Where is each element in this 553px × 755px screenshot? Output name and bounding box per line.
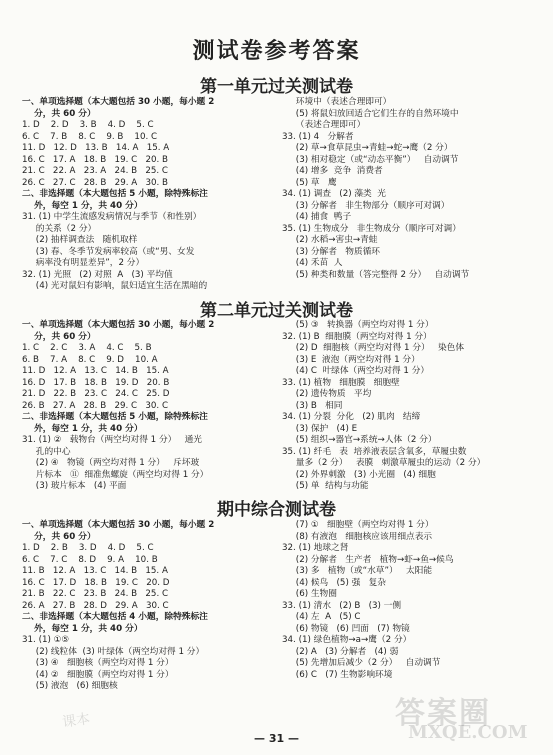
answer-line: (4) ② 细胞膜（两空均对得 1 分）	[22, 669, 174, 680]
unit2-left-column	[22, 320, 272, 493]
answer-line: (4) 增多 竞争 消费者	[282, 166, 383, 176]
answer-line: (4) C 叶绿体（两空均对得 1 分）	[282, 366, 430, 376]
answer-line: 16. C 17. A 18. B 19. C 20. B	[22, 154, 169, 165]
answer-line: 6. C 7. C 8. D 9. A 10. B	[22, 554, 158, 565]
answer-line: 16. D 17. B 18. B 19. D 20. B	[22, 377, 170, 388]
answer-line: (3) 玻片标本 (4) 平面	[22, 481, 127, 491]
answer-line: (8) 有液泡 细胞核应该用细点表示	[282, 531, 433, 542]
answer-line: 35. (1) 纤毛 表 培养液表层含氧多，草履虫数	[282, 446, 467, 457]
section-title-unit1: 第一单元过关测试卷	[200, 77, 353, 97]
answer-line: 31. (1) ①⑤	[22, 635, 70, 645]
watermark-logo: 答案圈	[395, 696, 491, 731]
answer-line: 34. (1) 绿色植物→a→鹰（2 分）	[282, 635, 412, 645]
answer-line: 35. (1) 生物成分 非生物成分（顺序可对调）	[282, 223, 461, 234]
answer-line: (3) B 相同	[282, 400, 343, 411]
answer-line: 26. A 27. B 28. D 29. A 30. C	[22, 600, 169, 611]
watermark-url: MXQE.COM	[408, 722, 528, 743]
answer-line: 分，共 60 分）	[22, 531, 96, 542]
answer-line: 34. (1) 分裂 分化 (2) 肌肉 结缔	[282, 412, 421, 422]
unit2-right-column	[282, 320, 542, 493]
answer-line: (2) 外界刺激 (3) 小光圈 (4) 细胞	[282, 469, 436, 480]
answer-line: 33. (1) 清水 (2) B (3) 一侧	[282, 600, 402, 611]
section-title-unit2: 第二单元过关测试卷	[200, 301, 353, 321]
answer-line: (2) ④ 物镜（两空均对得 1 分） 斥坏玻	[22, 458, 200, 468]
answer-line: (5) 组织→器官→系统→人体（2 分）	[282, 435, 437, 445]
answer-line: (5) 单 结构与功能	[282, 481, 369, 491]
answer-line: (3) 保护 (4) E	[282, 423, 358, 434]
answer-line: 分，共 60 分）	[22, 331, 96, 342]
answer-line: 1. C 2. C 3. A 4. C 5. B	[22, 343, 152, 353]
answer-line: (3) 多 植物（或“水草”） 太阳能	[282, 566, 433, 576]
answer-line: 32. (1) B 细胞膜（两空均对得 1 分）	[282, 331, 432, 342]
answer-line: (4) 候鸟 (5) 强 复杂	[282, 577, 386, 588]
answer-line: 一、单项选择题（本大题包括 30 小题，每小题 2	[22, 520, 215, 530]
answer-line: 的关系（2 分）	[22, 223, 97, 234]
answer-line: 6. B 7. A 8. C 9. D 10. A	[22, 354, 158, 365]
answer-line: 外，每空 1 分，共 40 分）	[22, 200, 143, 211]
answer-line: (2) 草→食草昆虫→青蛙→蛇→鹰（2 分）	[282, 143, 453, 153]
answer-line: (4) 捕食 鸭子	[282, 212, 352, 222]
answer-line: (7) ① 细胞壁（两空均对得 1 分）	[282, 520, 434, 530]
midterm-left-column	[22, 520, 272, 693]
answer-line: 外，每空 1 分，共 40 分）	[22, 423, 143, 434]
answer-line: 二、非选择题（本大题包括 5 小题，除特殊标注	[22, 189, 208, 199]
answer-line: 病率没有明显差异”，2 分）	[22, 258, 145, 268]
answer-line: 32. (1) 地球之肾	[282, 543, 349, 553]
answer-line: (6) C (7) 生物影响环境	[282, 669, 393, 680]
answer-line: 31. (1) 中学生流感发病情况与季节（和性别）	[22, 212, 202, 222]
answer-line: (2) 线粒体 (3) 叶绿体（两空均对得 1 分）	[22, 646, 205, 657]
answer-line: (2) 抽样调查法 随机取样	[22, 235, 138, 245]
answer-line: (2) 水稻→害虫→青蛙	[282, 235, 378, 245]
answer-line: (2) A (3) 分解者 (4) 弱	[282, 646, 399, 657]
answer-line: 1. D 2. D 3. B 4. D 5. C	[22, 120, 154, 130]
answer-line: 21. C 22. A 23. A 24. B 25. C	[22, 166, 169, 176]
answer-line: 26. C 27. C 28. B 29. A 30. B	[22, 177, 169, 188]
answer-line: 一、单项选择题（本大题包括 30 小题，每小题 2	[22, 97, 215, 107]
answer-line: 32. (1) 光照 (2) 对照 A (3) 平均值	[22, 269, 173, 280]
unit1-right-column	[282, 97, 542, 281]
answer-line: (5) 液泡 (6) 细胞核	[22, 681, 118, 691]
answer-line: 分，共 60 分）	[22, 108, 96, 119]
answer-line: (6) 生物圈	[282, 589, 337, 599]
answer-line: (5) 草 鹰	[282, 177, 337, 188]
midterm-right-column	[282, 520, 542, 681]
answer-line: 11. D 12. D 13. B 14. A 15. A	[22, 143, 170, 153]
answer-line: (3) 分解者 物质循环	[282, 246, 380, 257]
answer-line: 21. D 22. B 23. C 24. C 25. D	[22, 389, 170, 399]
answer-line: 外，每空 1 分，共 40 分）	[22, 623, 143, 634]
answer-line: (4) 左 A (5) C	[282, 612, 361, 622]
answer-line: 6. C 7. B 8. C 9. B 10. C	[22, 131, 158, 142]
answer-line: (5) 将鼠妇放回适合它们生存的自然环境中	[282, 108, 459, 119]
answer-line: (3) 春、冬季节发病率较高（或“男、女发	[22, 246, 195, 257]
answer-line: (2) D 细胞核（两空均对得 1 分） 染色体	[282, 343, 465, 353]
answer-line: (5) 先增加后减少（2 分） 自动调节	[282, 658, 441, 668]
answer-line: （表述合理即可）	[282, 120, 366, 130]
answer-line: (3) ④ 细胞核（两空均对得 1 分）	[22, 658, 174, 668]
answer-line: (5) ③ 转换器（两空均对得 1 分）	[282, 320, 434, 330]
answer-line: 一、单项选择题（本大题包括 30 小题，每小题 2	[22, 320, 215, 330]
answer-line: 环境中（表述合理即可）	[282, 97, 392, 107]
answer-line: 量多（2 分） 表膜 刺激草履虫的运动（2 分）	[282, 458, 486, 468]
unit1-left-column	[22, 97, 272, 293]
page-title: 测试卷参考答案	[192, 38, 361, 64]
answer-line: (4) 光对鼠妇有影响，鼠妇适宜生活在黑暗的	[22, 281, 208, 291]
answer-line: 31. (1) ② 载物台（两空均对得 1 分） 通光	[22, 435, 202, 445]
answer-line: 26. B 27. A 28. B 29. C 30. C	[22, 400, 169, 411]
answer-line: 11. D 12. A 13. C 14. B 15. A	[22, 366, 169, 376]
answer-line: 1. D 2. B 3. D 4. D 5. C	[22, 543, 154, 553]
answer-line: (2) 遗传物质 平均	[282, 389, 372, 399]
watermark-stamp: 课本	[61, 711, 92, 731]
answer-line: (6) 物镜 (6) 凹面 (7) 物镜	[282, 623, 410, 634]
page-number: — 31 —	[254, 732, 299, 745]
answer-line: (3) 分解者 非生物部分（顺序可对调）	[282, 200, 450, 211]
answer-line: 34. (1) 调查 (2) 藻类 光	[282, 189, 386, 199]
section-title-midterm: 期中综合测试卷	[217, 500, 336, 520]
answer-line: 11. B 12. A 13. C 14. B 15. A	[22, 566, 168, 576]
answer-line: 二、非选择题（本大题包括 4 小题，除特殊标注	[22, 612, 208, 622]
answer-line: 33. (1) 植物 细胞膜 细胞壁	[282, 377, 400, 388]
answer-line: (5) 种类和数量（答完整得 2 分） 自动调节	[282, 269, 470, 280]
answer-line: 33. (1) 4 分解者	[282, 131, 354, 142]
answer-line: 21. B 22. C 23. B 24. B 25. C	[22, 589, 169, 599]
answer-line: 孔的中心	[22, 446, 71, 457]
answer-line: 二、非选择题（本大题包括 5 小题，除特殊标注	[22, 412, 208, 422]
answer-line: (4) 禾苗 人	[282, 258, 343, 268]
answer-line: (3) E 液泡（两空均对得 1 分）	[282, 354, 420, 365]
answer-line: 16. C 17. D 18. B 19. C 20. D	[22, 577, 170, 588]
answer-line: (3) 相对稳定（或“动态平衡”） 自动调节	[282, 154, 459, 165]
answer-line: (2) 分解者 生产者 植物→虾→鱼→候鸟	[282, 554, 454, 565]
answer-line: 片标本 ⑪ 细准焦螺旋（两空均对得 1 分）	[22, 469, 209, 480]
